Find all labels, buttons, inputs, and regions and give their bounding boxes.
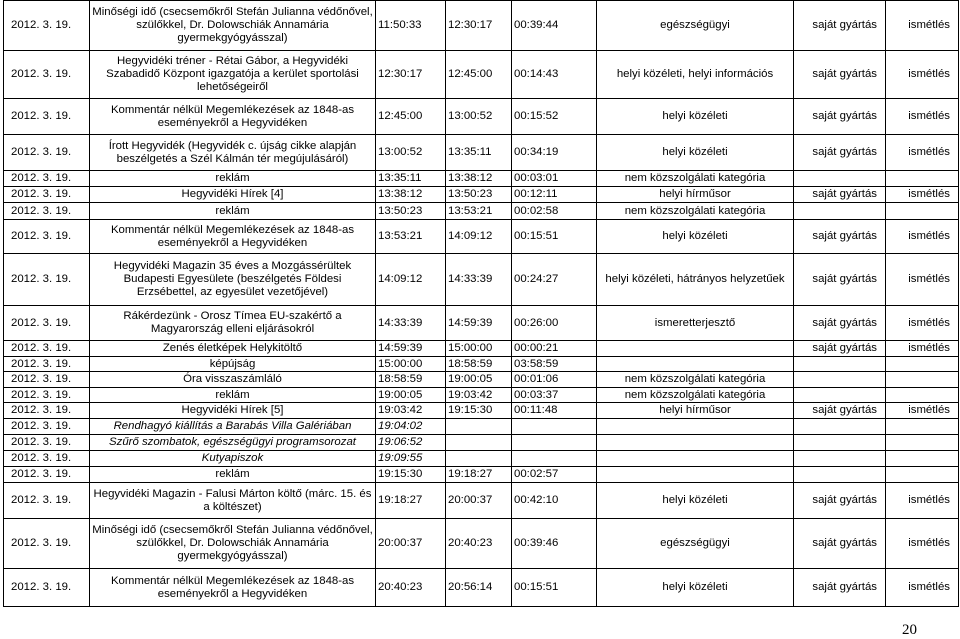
title-cell: reklám [90, 203, 376, 220]
date-cell: 2012. 3. 19. [4, 467, 90, 483]
production-cell: saját gyártás [794, 1, 886, 51]
date-cell: 2012. 3. 19. [4, 388, 90, 403]
production-cell: saját gyártás [794, 187, 886, 203]
broadcast-schedule-table [3, 0, 959, 607]
category-cell: helyi közéleti [597, 569, 794, 607]
repeat-cell: ismétlés [886, 1, 959, 51]
production-cell: saját gyártás [794, 220, 886, 254]
date-cell: 2012. 3. 19. [4, 99, 90, 135]
repeat-cell: ismétlés [886, 519, 959, 569]
end-time-cell: 20:00:37 [446, 483, 512, 519]
duration-cell: 00:11:48 [512, 403, 597, 419]
table-row [4, 519, 959, 569]
table-row [4, 135, 959, 171]
category-cell: helyi közéleti, helyi információs [597, 51, 794, 99]
production-cell: saját gyártás [794, 519, 886, 569]
production-cell [794, 419, 886, 435]
start-time-cell: 20:40:23 [376, 569, 446, 607]
category-cell: helyi hírműsor [597, 187, 794, 203]
production-cell: saját gyártás [794, 51, 886, 99]
date-cell: 2012. 3. 19. [4, 569, 90, 607]
end-time-cell: 19:18:27 [446, 467, 512, 483]
end-time-cell: 20:56:14 [446, 569, 512, 607]
start-time-cell: 12:45:00 [376, 99, 446, 135]
category-cell: nem közszolgálati kategória [597, 388, 794, 403]
duration-cell [512, 451, 597, 467]
category-cell: helyi közéleti [597, 99, 794, 135]
start-time-cell: 13:38:12 [376, 187, 446, 203]
table-row [4, 451, 959, 467]
table-row [4, 419, 959, 435]
start-time-cell: 19:04:02 [376, 419, 446, 435]
date-cell: 2012. 3. 19. [4, 220, 90, 254]
category-cell [597, 451, 794, 467]
repeat-cell: ismétlés [886, 135, 959, 171]
end-time-cell: 13:53:21 [446, 203, 512, 220]
end-time-cell [446, 435, 512, 451]
production-cell: saját gyártás [794, 306, 886, 341]
date-cell: 2012. 3. 19. [4, 372, 90, 388]
duration-cell: 00:14:43 [512, 51, 597, 99]
table-row [4, 357, 959, 372]
title-cell: Hegyvidéki Magazin - Falusi Márton költő (márc. 15. és a költészet) [90, 483, 376, 519]
duration-cell: 00:15:51 [512, 569, 597, 607]
category-cell [597, 467, 794, 483]
start-time-cell: 19:06:52 [376, 435, 446, 451]
repeat-cell: ismétlés [886, 341, 959, 357]
page-number: 20 [902, 622, 917, 638]
repeat-cell [886, 388, 959, 403]
end-time-cell: 14:09:12 [446, 220, 512, 254]
production-cell: saját gyártás [794, 483, 886, 519]
title-cell: reklám [90, 388, 376, 403]
repeat-cell: ismétlés [886, 403, 959, 419]
category-cell: egészségügyi [597, 1, 794, 51]
repeat-cell: ismétlés [886, 483, 959, 519]
title-cell: Hegyvidéki Hírek [4] [90, 187, 376, 203]
production-cell [794, 451, 886, 467]
repeat-cell [886, 357, 959, 372]
table-row [4, 483, 959, 519]
date-cell: 2012. 3. 19. [4, 435, 90, 451]
start-time-cell: 19:03:42 [376, 403, 446, 419]
table-row [4, 1, 959, 51]
date-cell: 2012. 3. 19. [4, 203, 90, 220]
date-cell: 2012. 3. 19. [4, 135, 90, 171]
category-cell: helyi közéleti [597, 483, 794, 519]
repeat-cell [886, 451, 959, 467]
duration-cell: 00:42:10 [512, 483, 597, 519]
repeat-cell: ismétlés [886, 99, 959, 135]
category-cell: egészségügyi [597, 519, 794, 569]
date-cell: 2012. 3. 19. [4, 451, 90, 467]
duration-cell [512, 419, 597, 435]
title-cell: Óra visszaszámláló [90, 372, 376, 388]
category-cell: nem közszolgálati kategória [597, 203, 794, 220]
title-cell: Kommentár nélkül Megemlékezések az 1848-as eseményekről a Hegyvidéken [90, 99, 376, 135]
start-time-cell: 11:50:33 [376, 1, 446, 51]
date-cell: 2012. 3. 19. [4, 419, 90, 435]
category-cell: nem közszolgálati kategória [597, 372, 794, 388]
table-row [4, 99, 959, 135]
title-cell: Hegyvidéki Hírek [5] [90, 403, 376, 419]
production-cell: saját gyártás [794, 254, 886, 306]
category-cell [597, 419, 794, 435]
date-cell: 2012. 3. 19. [4, 187, 90, 203]
start-time-cell: 19:15:30 [376, 467, 446, 483]
table-row [4, 341, 959, 357]
production-cell [794, 388, 886, 403]
end-time-cell: 13:35:11 [446, 135, 512, 171]
repeat-cell [886, 372, 959, 388]
title-cell: képújság [90, 357, 376, 372]
end-time-cell: 14:59:39 [446, 306, 512, 341]
end-time-cell: 12:30:17 [446, 1, 512, 51]
category-cell [597, 435, 794, 451]
table-row [4, 254, 959, 306]
start-time-cell: 14:09:12 [376, 254, 446, 306]
duration-cell: 00:02:58 [512, 203, 597, 220]
title-cell: Zenés életképek Helykitöltő [90, 341, 376, 357]
table-row [4, 467, 959, 483]
production-cell: saját gyártás [794, 341, 886, 357]
production-cell [794, 357, 886, 372]
start-time-cell: 19:00:05 [376, 388, 446, 403]
production-cell [794, 171, 886, 187]
date-cell: 2012. 3. 19. [4, 403, 90, 419]
duration-cell: 03:58:59 [512, 357, 597, 372]
duration-cell: 00:26:00 [512, 306, 597, 341]
end-time-cell: 13:50:23 [446, 187, 512, 203]
date-cell: 2012. 3. 19. [4, 306, 90, 341]
start-time-cell: 12:30:17 [376, 51, 446, 99]
start-time-cell: 18:58:59 [376, 372, 446, 388]
title-cell: Rákérdezünk - Orosz Tímea EU-szakértő a Magyarország elleni eljárásokról [90, 306, 376, 341]
production-cell [794, 435, 886, 451]
table-row [4, 388, 959, 403]
production-cell: saját gyártás [794, 569, 886, 607]
production-cell [794, 467, 886, 483]
start-time-cell: 14:33:39 [376, 306, 446, 341]
date-cell: 2012. 3. 19. [4, 357, 90, 372]
repeat-cell [886, 435, 959, 451]
table-row [4, 187, 959, 203]
repeat-cell: ismétlés [886, 187, 959, 203]
title-cell: Kommentár nélkül Megemlékezések az 1848-as eseményekről a Hegyvidéken [90, 569, 376, 607]
start-time-cell: 13:35:11 [376, 171, 446, 187]
duration-cell: 00:01:06 [512, 372, 597, 388]
duration-cell [512, 435, 597, 451]
end-time-cell: 15:00:00 [446, 341, 512, 357]
end-time-cell: 19:03:42 [446, 388, 512, 403]
repeat-cell: ismétlés [886, 569, 959, 607]
title-cell: Hegyvidéki Magazin 35 éves a Mozgássérültek Budapesti Egyesülete (beszélgetés Földesi Erzsébettel, az egyesület vezetőjével) [90, 254, 376, 306]
duration-cell: 00:15:51 [512, 220, 597, 254]
date-cell: 2012. 3. 19. [4, 483, 90, 519]
start-time-cell: 13:50:23 [376, 203, 446, 220]
end-time-cell: 13:00:52 [446, 99, 512, 135]
title-cell: Kommentár nélkül Megemlékezések az 1848-as eseményekről a Hegyvidéken [90, 220, 376, 254]
end-time-cell [446, 419, 512, 435]
table-row [4, 435, 959, 451]
title-cell: Szűrő szombatok, egészségügyi programsorozat [90, 435, 376, 451]
production-cell: saját gyártás [794, 99, 886, 135]
repeat-cell: ismétlés [886, 220, 959, 254]
date-cell: 2012. 3. 19. [4, 1, 90, 51]
category-cell: helyi közéleti [597, 220, 794, 254]
end-time-cell: 13:38:12 [446, 171, 512, 187]
duration-cell: 00:34:19 [512, 135, 597, 171]
production-cell: saját gyártás [794, 135, 886, 171]
title-cell: reklám [90, 467, 376, 483]
table-row [4, 51, 959, 99]
table-row [4, 203, 959, 220]
category-cell: helyi közéleti [597, 135, 794, 171]
table-row [4, 306, 959, 341]
start-time-cell: 20:00:37 [376, 519, 446, 569]
category-cell: nem közszolgálati kategória [597, 171, 794, 187]
end-time-cell: 19:00:05 [446, 372, 512, 388]
table-row [4, 220, 959, 254]
date-cell: 2012. 3. 19. [4, 171, 90, 187]
start-time-cell: 13:53:21 [376, 220, 446, 254]
repeat-cell: ismétlés [886, 51, 959, 99]
repeat-cell [886, 467, 959, 483]
repeat-cell [886, 419, 959, 435]
duration-cell: 00:12:11 [512, 187, 597, 203]
title-cell: Kutyapiszok [90, 451, 376, 467]
start-time-cell: 19:18:27 [376, 483, 446, 519]
table-row [4, 171, 959, 187]
duration-cell: 00:39:46 [512, 519, 597, 569]
start-time-cell: 15:00:00 [376, 357, 446, 372]
title-cell: Írott Hegyvidék (Hegyvidék c. újság cikke alapján beszélgetés a Szél Kálmán tér megújulásáról) [90, 135, 376, 171]
table-row [4, 403, 959, 419]
duration-cell: 00:03:37 [512, 388, 597, 403]
production-cell [794, 203, 886, 220]
start-time-cell: 14:59:39 [376, 341, 446, 357]
repeat-cell: ismétlés [886, 254, 959, 306]
category-cell: helyi közéleti, hátrányos helyzetűek [597, 254, 794, 306]
end-time-cell: 20:40:23 [446, 519, 512, 569]
table-row [4, 372, 959, 388]
duration-cell: 00:03:01 [512, 171, 597, 187]
category-cell: helyi hírműsor [597, 403, 794, 419]
end-time-cell: 12:45:00 [446, 51, 512, 99]
duration-cell: 00:00:21 [512, 341, 597, 357]
schedule-rows [4, 1, 959, 607]
duration-cell: 00:02:57 [512, 467, 597, 483]
production-cell [794, 372, 886, 388]
repeat-cell [886, 171, 959, 187]
date-cell: 2012. 3. 19. [4, 519, 90, 569]
date-cell: 2012. 3. 19. [4, 341, 90, 357]
title-cell: Rendhagyó kiállítás a Barabás Villa Galériában [90, 419, 376, 435]
category-cell [597, 341, 794, 357]
end-time-cell: 14:33:39 [446, 254, 512, 306]
title-cell: reklám [90, 171, 376, 187]
duration-cell: 00:39:44 [512, 1, 597, 51]
duration-cell: 00:15:52 [512, 99, 597, 135]
title-cell: Minőségi idő (csecsemőkről Stefán Julianna védőnővel, szülőkkel, Dr. Dolowschiák Annamária gyermekgyógyásszal) [90, 519, 376, 569]
title-cell: Hegyvidéki tréner - Rétai Gábor, a Hegyvidéki Szabadidő Központ igazgatója a kerület sportolási lehetőségeiről [90, 51, 376, 99]
end-time-cell: 18:58:59 [446, 357, 512, 372]
table-row [4, 569, 959, 607]
duration-cell: 00:24:27 [512, 254, 597, 306]
start-time-cell: 19:09:55 [376, 451, 446, 467]
date-cell: 2012. 3. 19. [4, 51, 90, 99]
title-cell: Minőségi idő (csecsemőkről Stefán Julianna védőnővel, szülőkkel, Dr. Dolowschiák Annamária gyermekgyógyásszal) [90, 1, 376, 51]
repeat-cell [886, 203, 959, 220]
repeat-cell: ismétlés [886, 306, 959, 341]
category-cell [597, 357, 794, 372]
start-time-cell: 13:00:52 [376, 135, 446, 171]
date-cell: 2012. 3. 19. [4, 254, 90, 306]
production-cell: saját gyártás [794, 403, 886, 419]
end-time-cell [446, 451, 512, 467]
end-time-cell: 19:15:30 [446, 403, 512, 419]
category-cell: ismeretterjesztő [597, 306, 794, 341]
